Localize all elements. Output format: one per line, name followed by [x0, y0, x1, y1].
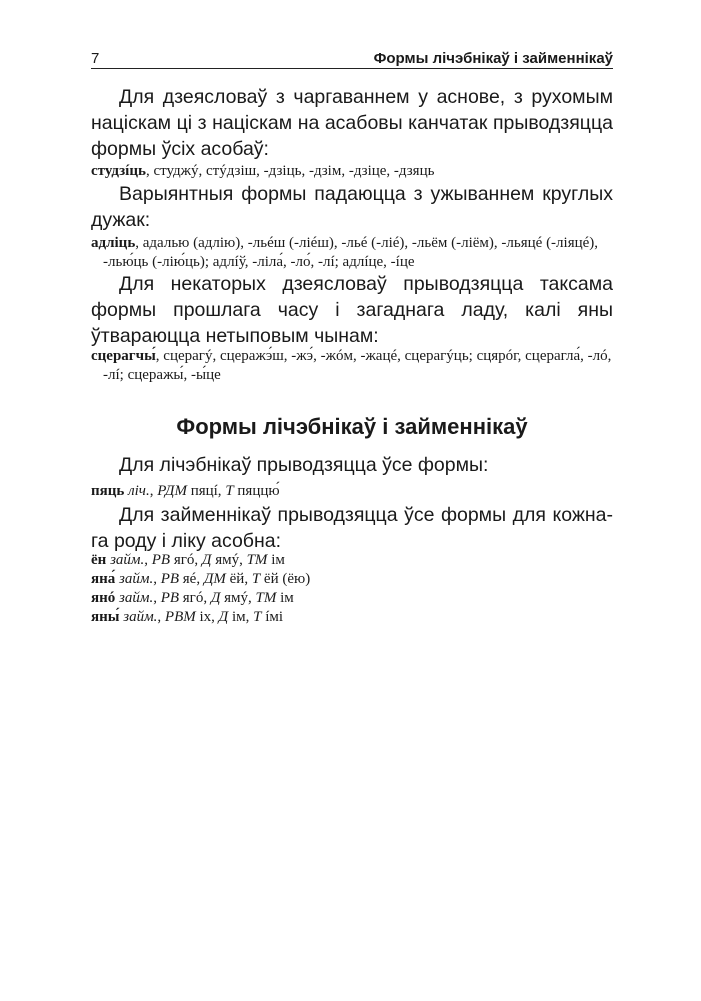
entry-headword: студзíць	[91, 163, 146, 179]
case-form: ямý,	[220, 590, 256, 606]
entry-piac: пяць ліч., РДМ пяцí, Т пяццю́	[91, 483, 280, 499]
case-label: Т	[225, 483, 234, 499]
case-form: ёй (ёю)	[260, 571, 311, 587]
entry-jana: яна́ займ., РВ яé, ДМ ёй, Т ёй (ёю)	[91, 571, 311, 587]
paragraph-stress-shift: Для дзеясловаў з чаргаваннем у аснове, з рухомым націскам ці з націскам на асабовы канчатак прыводзяцца формы ўсіх асобаў:	[91, 86, 613, 160]
entry-headword: сцерагчы́	[91, 348, 156, 364]
running-title: Формы лічэбнікаў і займеннікаў	[366, 50, 613, 67]
case-label: РВ	[160, 590, 180, 606]
case-label: РВМ	[164, 609, 196, 625]
page-number: 7	[91, 50, 100, 67]
paragraph-past-imperative: Для некаторых дзеясловаў прыводзяцца таксама формы прошлага часу і загаднага ладу, калі яны ўтвараюцца нетыповым чынам:	[91, 273, 613, 347]
entry-jon: ён займ., РВ ягó, Д ямý, ТМ ім	[91, 552, 285, 568]
case-label: ТМ	[255, 590, 277, 606]
case-label: РДМ	[157, 483, 187, 499]
case-label: Д	[218, 609, 229, 625]
case-form: ягó,	[179, 590, 211, 606]
entry-headword: адліць	[91, 235, 136, 251]
entry-forms: , сцерагý, сцеражэ́ш, -жэ́, -жóм, -жацé, сцерагýць; сцярóг, сцерагла́, -лó, -лí; сцеражы́, -ы́це	[103, 348, 612, 383]
case-form: іх,	[195, 609, 219, 625]
entry-studzic	[91, 162, 633, 181]
grammar-label: займ.	[123, 609, 158, 625]
case-label: Д	[210, 590, 221, 606]
case-form: ягó,	[170, 552, 202, 568]
grammar-label: займ.	[119, 590, 154, 606]
case-form: ёй,	[225, 571, 252, 587]
case-form: íмі	[261, 609, 284, 625]
case-label: Т	[251, 571, 261, 587]
grammar-label: ліч.	[128, 483, 150, 499]
grammar-label: займ.	[119, 571, 154, 587]
case-form: ім	[276, 590, 294, 606]
case-form: пяцí,	[186, 483, 226, 499]
case-form: ім	[267, 552, 285, 568]
entry-jany: яны́ займ., РВМ іх, Д ім, Т íмі	[91, 609, 284, 625]
header-rule	[91, 68, 613, 69]
paragraph-variant-forms: Варыянтныя формы падаюцца з ужываннем круглых дужак:	[91, 183, 613, 231]
case-form: яé,	[179, 571, 204, 587]
case-label: Д	[201, 552, 212, 568]
case-label: ДМ	[203, 571, 226, 587]
entry-headword: яна́	[91, 571, 116, 587]
entry-forms: , студжý, стýдзіш, -дзіць, -дзім, -дзіце, -дзяць	[145, 163, 435, 179]
case-form: ім,	[228, 609, 254, 625]
case-form: пяццю́	[233, 483, 280, 499]
case-label: РВ	[151, 552, 171, 568]
entry-headword: янó	[91, 590, 116, 606]
entry-headword: ён	[91, 552, 107, 568]
entry-forms: , адалью (адлію), -льéш (-ліéш), -льé (-ліé), -льём (-ліём), -льяцé (-ліяцé), -лью́ць (-лію́ць); адлíў, -ліла́, -ло́, -лí; адлíце, -íце	[103, 235, 599, 270]
entry-adlic	[91, 234, 633, 272]
entry-headword: яны́	[91, 609, 120, 625]
running-header	[91, 48, 613, 72]
entry-jano: янó займ., РВ ягó, Д ямý, ТМ ім	[91, 590, 294, 606]
entry-headword: пяць	[91, 483, 125, 499]
case-label: РВ	[160, 571, 180, 587]
entry-scieragchy	[91, 347, 633, 385]
case-form: ямý,	[211, 552, 247, 568]
case-label: Т	[253, 609, 262, 625]
paragraph-numerals: Для лічэбнікаў прыводзяцца ўсе формы:	[119, 454, 489, 476]
section-heading: Формы лічэбнікаў і займеннікаў	[176, 414, 528, 439]
grammar-label: займ.	[110, 552, 145, 568]
paragraph-pronouns: Для займеннікаў прыводзяцца ўсе формы для кожнага роду і ліку асобна:	[91, 504, 613, 552]
case-label: ТМ	[246, 552, 268, 568]
